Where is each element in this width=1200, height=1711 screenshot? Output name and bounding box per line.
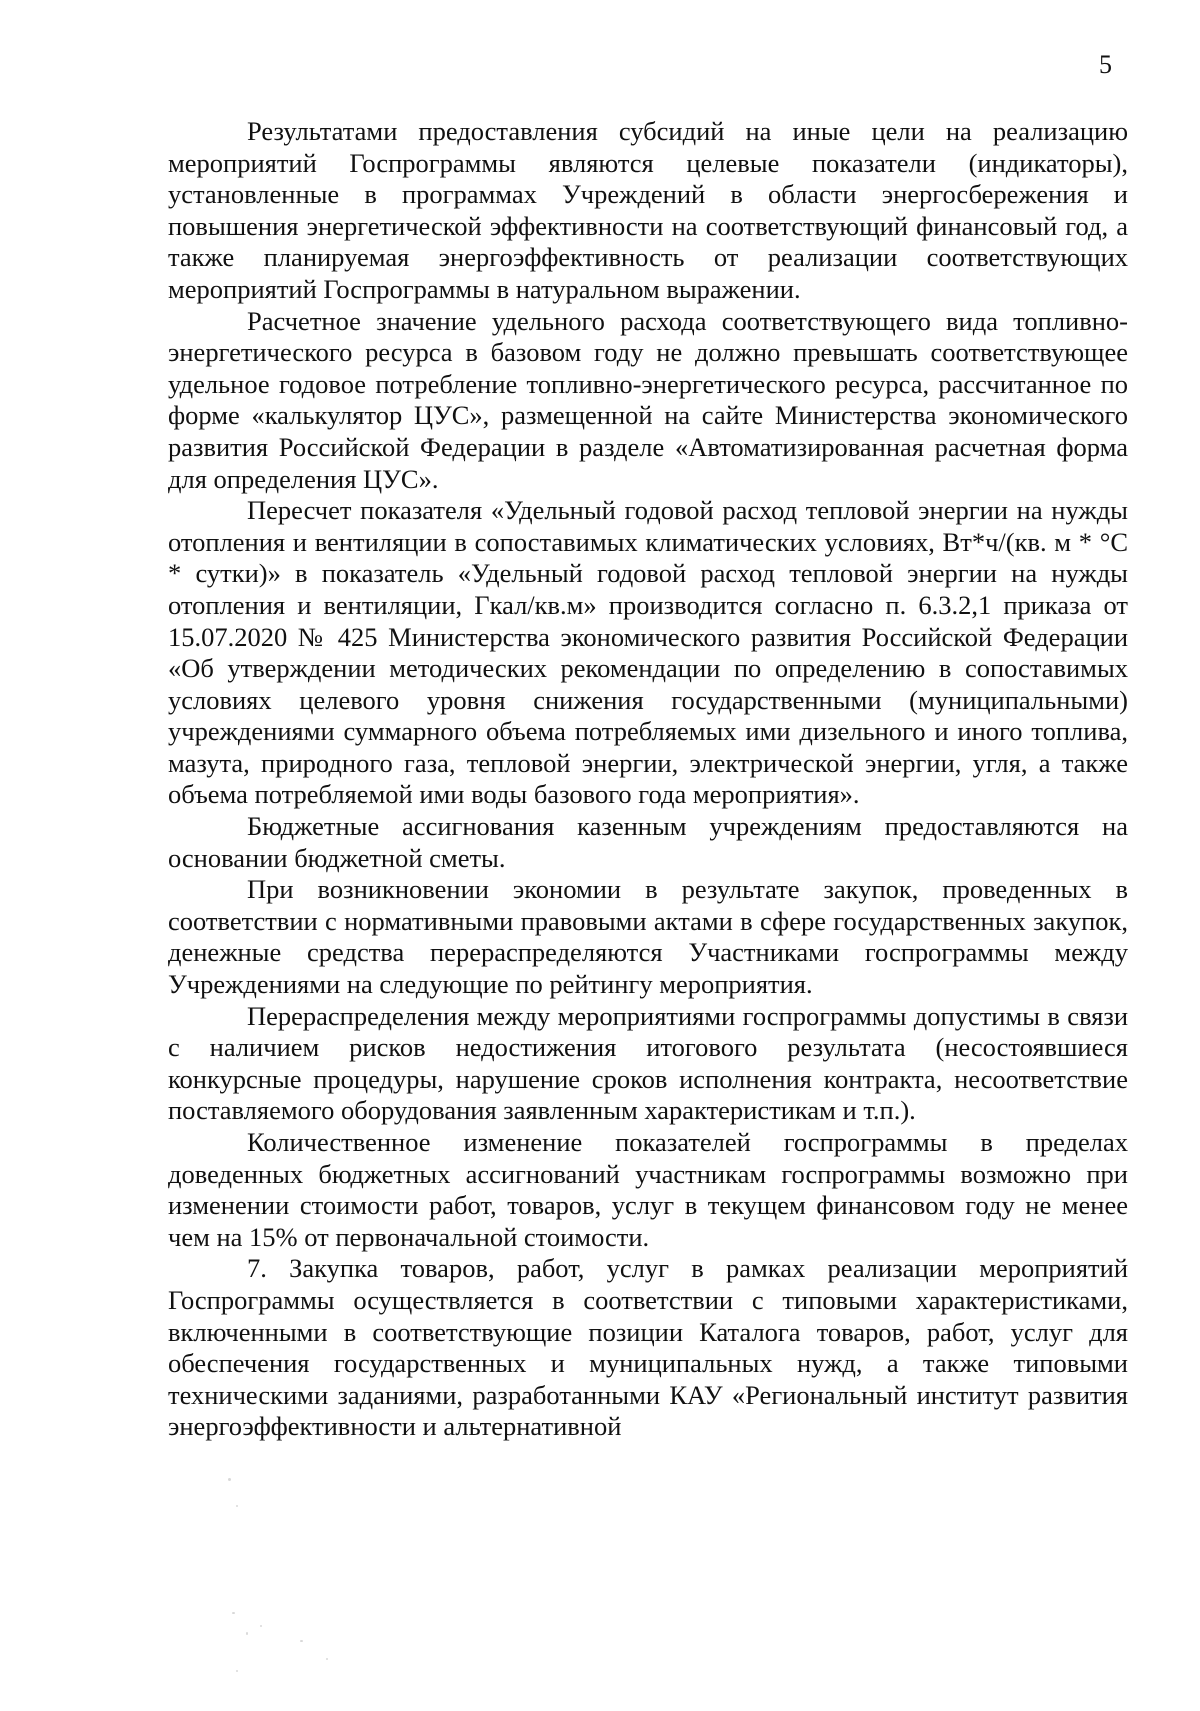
paragraph-calculated-value: Расчетное значение удельного расхода соответствующего вида топливно-энергетического ресурса в базовом году не должно превышать соответствующее удельное годовое потребление топливно-энергетического ресурса, рассчитанное по форме «калькулятор ЦУС», размещенной на сайте Министерства экономического развития Российской Федерации в разделе «Автоматизированная расчетная форма для определения ЦУС».: [168, 305, 1128, 494]
scan-artifact: [246, 1632, 248, 1635]
scan-artifact: [260, 1625, 262, 1627]
scan-artifact: [326, 1658, 328, 1660]
paragraph-savings-redistribution: При возникновении экономии в результате закупок, проведенных в соответствии с нормативными правовыми актами в сфере государственных закупок, денежные средства перераспределяются Участниками госпрограммы между Учреждениями на следующие по рейтингу мероприятия.: [168, 874, 1128, 1000]
paragraph-risk-redistribution: Перераспределения между мероприятиями госпрограммы допустимы в связи с наличием рисков недостижения итогового результата (несостоявшиеся конкурсные процедуры, нарушение сроков исполнения контракта, несоответствие поставляемого оборудования заявленным характеристикам и т.п.).: [168, 1000, 1128, 1126]
scan-artifact: [236, 1670, 238, 1672]
scan-artifact: [228, 1478, 231, 1481]
document-body: [168, 116, 1128, 1443]
scan-artifact: [300, 1640, 303, 1642]
paragraph-budget-allocations: Бюджетные ассигнования казенным учреждениям предоставляются на основании бюджетной сметы.: [168, 811, 1128, 873]
paragraph-indicator-change: Количественное изменение показателей госпрограммы в пределах доведенных бюджетных ассигнований участникам госпрограммы возможно при изменении стоимости работ, товаров, услуг в текущем финансовом году не менее чем на 15% от первоначальной стоимости.: [168, 1127, 1128, 1252]
paragraph-recalculation: Пересчет показателя «Удельный годовой расход тепловой энергии на нужды отопления и вентиляции в сопоставимых климатических условиях, Вт*ч/(кв. м * °С * сутки)» в показатель «Удельный годовой расход тепловой энергии на нужды отопления и вентиляции, Гкал/кв.м» производится согласно п. 6.3.2,1 приказа от 15.07.2020 № 425 Министерства экономического развития Российской Федерации «Об утверждении методических рекомендации по определению в сопоставимых условиях целевого уровня снижения государственными (муниципальными) учреждениями суммарного объема потребляемых ими дизельного и иного топлива, мазута, природного газа, тепловой энергии, электрической энергии, угля, а также объема потребляемой ими воды базового года мероприятия».: [168, 495, 1128, 810]
paragraph-subsidy-results: Результатами предоставления субсидий на иные цели на реализацию мероприятий Госпрограммы являются целевые показатели (индикаторы), установленные в программах Учреждений в области энергосбережения и повышения энергетической эффективности на соответствующий финансовый год, а также планируемая энергоэффективность от реализации соответствующих мероприятий Госпрограммы в натуральном выражении.: [168, 116, 1128, 304]
paragraph-procurement: 7. Закупка товаров, работ, услуг в рамках реализации мероприятий Госпрограммы осуществляется в соответствии с типовыми характеристиками, включенными в соответствующие позиции Каталога товаров, работ, услуг для обеспечения государственных и муниципальных нужд, а также типовыми техническими заданиями, разработанными КАУ «Региональный институт развития энергоэффективности и альтернативной: [168, 1253, 1128, 1442]
page-number: 5: [1099, 50, 1112, 79]
scan-artifact: [232, 1612, 235, 1614]
scan-artifact: [236, 1505, 238, 1507]
